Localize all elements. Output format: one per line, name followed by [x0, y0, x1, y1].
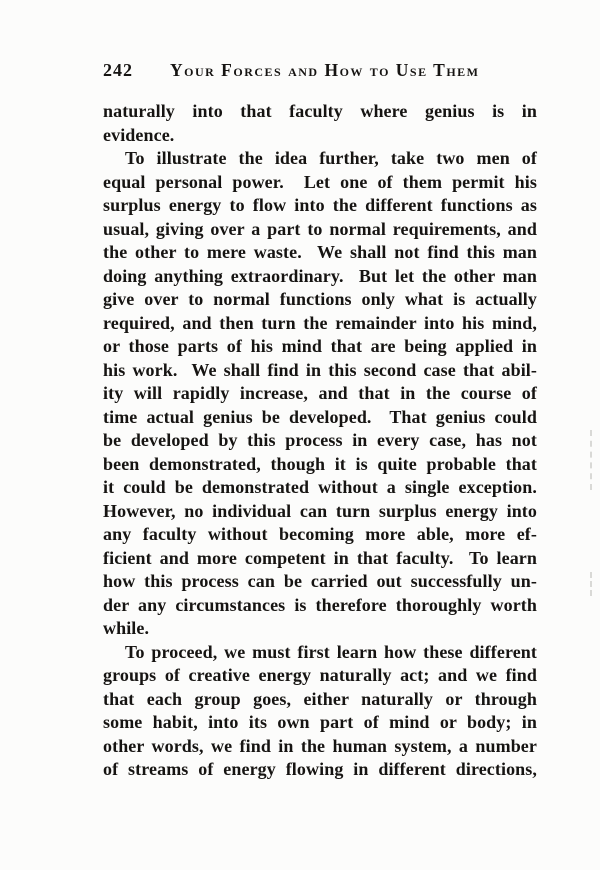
- text-line: time actual genius be developed. That genius could: [103, 406, 537, 427]
- scan-artifact-mark: [590, 572, 592, 596]
- text-line: been demonstrated, though it is quite probable that: [103, 453, 537, 474]
- text-line: To illustrate the idea further, take two men of: [125, 148, 537, 168]
- text-line: any faculty without becoming more able, more ef-: [103, 524, 537, 544]
- scan-artifact-mark: [590, 430, 592, 490]
- text-line: der any circumstances is therefore thoroughly worth: [103, 594, 537, 615]
- text-line: or those parts of his mind that are being applied in: [103, 336, 537, 356]
- text-line: evidence.: [103, 124, 175, 145]
- page-number: 242: [103, 60, 133, 80]
- running-title: Your Forces and How to Use Them: [170, 60, 480, 80]
- text-line: ity will rapidly increase, and that in the course of: [103, 383, 537, 403]
- text-line: the other to mere waste. We shall not find this man: [103, 242, 537, 262]
- text-line: of streams of energy flowing in different directions,: [103, 759, 537, 779]
- text-line: it could be demonstrated without a single exception.: [103, 477, 537, 497]
- body-text: [103, 100, 537, 782]
- text-line: doing anything extraordinary. But let the other man: [103, 265, 537, 286]
- text-line: his work. We shall find in this second case that abil-: [103, 359, 537, 380]
- text-line: naturally into that faculty where genius is in: [103, 101, 537, 121]
- text-line: However, no individual can turn surplus energy into: [103, 500, 537, 521]
- text-line: how this process can be carried out successfully un-: [103, 571, 537, 591]
- text-line: be developed by this process in every case, has not: [103, 430, 537, 450]
- text-line: To proceed, we must first learn how these different: [125, 641, 537, 662]
- text-line: other words, we find in the human system, a number: [103, 735, 537, 756]
- text-line: some habit, into its own part of mind or body; in: [103, 712, 537, 732]
- text-line: groups of creative energy naturally act; and we find: [103, 665, 537, 685]
- text-line: that each group goes, either naturally or through: [103, 688, 537, 709]
- page-header: [103, 60, 537, 81]
- text-line: surplus energy to flow into the different functions as: [103, 195, 537, 215]
- text-line: while.: [103, 618, 150, 638]
- text-line: required, and then turn the remainder into his mind,: [103, 312, 537, 333]
- text-line: give over to normal functions only what is actually: [103, 289, 537, 309]
- text-line: equal personal power. Let one of them permit his: [103, 171, 537, 192]
- text-line: ficient and more competent in that faculty. To learn: [103, 547, 537, 568]
- text-line: usual, giving over a part to normal requirements, and: [103, 218, 537, 239]
